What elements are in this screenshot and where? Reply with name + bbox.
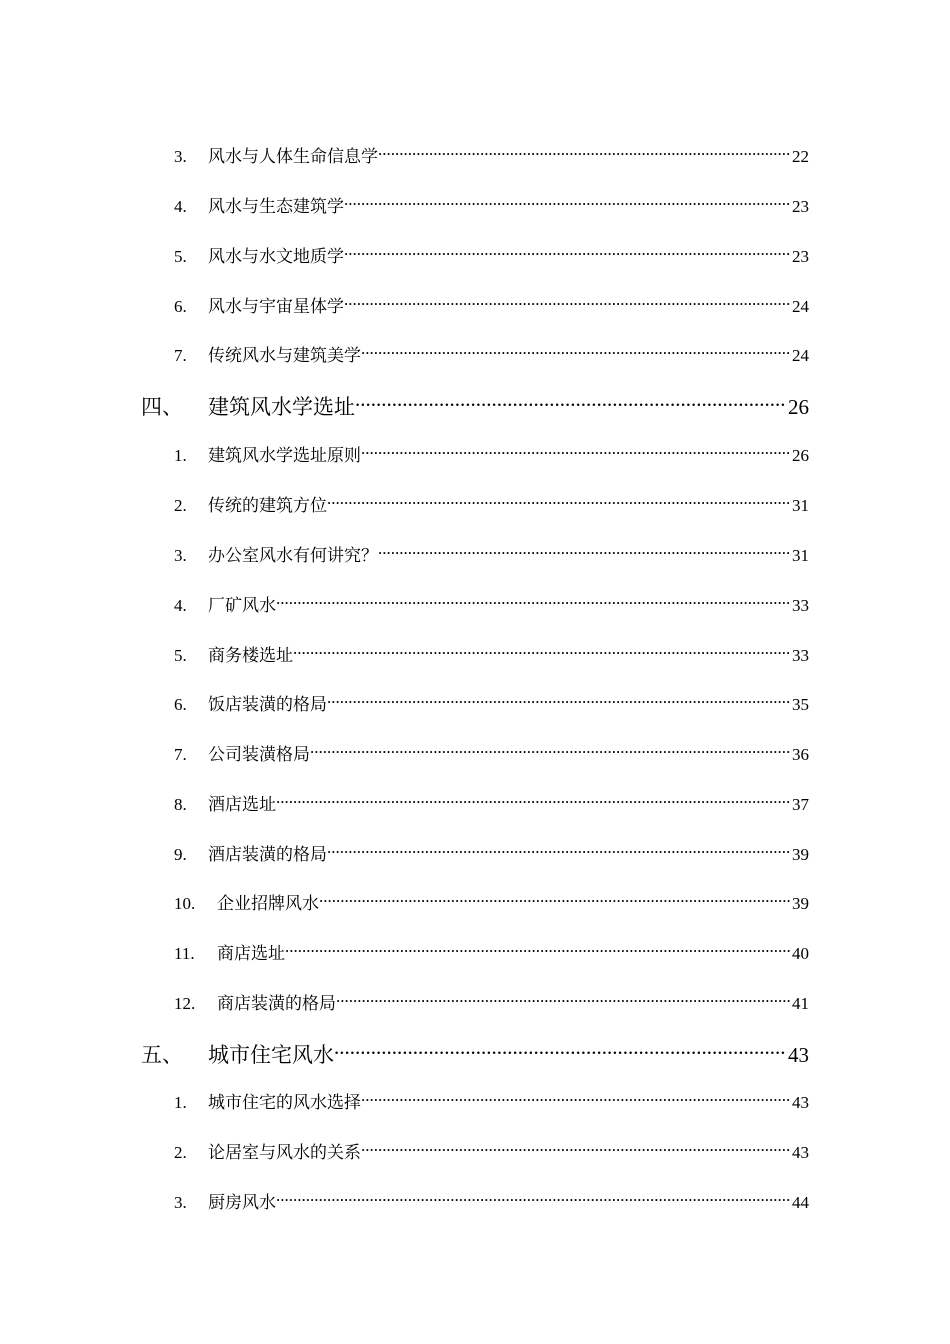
entry-page-number: 35 <box>792 695 809 714</box>
dot-leader <box>293 637 791 661</box>
entry-page-number: 37 <box>792 795 809 814</box>
entry-title: 商务楼选址 <box>208 646 293 666</box>
toc-entry[interactable] <box>174 138 809 167</box>
toc-entry[interactable] <box>174 288 809 317</box>
dot-leader <box>336 985 791 1009</box>
entry-number: 3. <box>174 546 187 565</box>
entry-title: 厨房风水 <box>208 1193 276 1213</box>
toc-entry[interactable] <box>174 885 809 914</box>
dot-leader <box>361 1134 791 1158</box>
toc-entry[interactable] <box>174 1084 809 1113</box>
dot-leader <box>327 487 791 511</box>
toc-entry[interactable] <box>174 337 809 366</box>
dot-leader <box>334 1032 787 1062</box>
toc-chapter-entry[interactable] <box>141 384 809 419</box>
entry-page-number: 39 <box>792 894 809 913</box>
toc-entry[interactable] <box>174 487 809 516</box>
entry-title: 论居室与风水的关系 <box>208 1143 361 1163</box>
toc-entry[interactable] <box>174 437 809 466</box>
entry-number: 8. <box>174 795 187 814</box>
dot-leader <box>276 1184 791 1208</box>
toc-entry[interactable] <box>174 637 809 666</box>
entry-title: 酒店选址 <box>208 795 276 815</box>
entry-page-number: 23 <box>792 247 809 266</box>
entry-page-number: 33 <box>792 646 809 665</box>
toc-entry[interactable] <box>174 985 809 1014</box>
toc-entry[interactable] <box>174 188 809 217</box>
dot-leader <box>310 736 791 760</box>
entry-number: 5. <box>174 646 187 665</box>
entry-number: 2. <box>174 496 187 515</box>
toc-entry[interactable] <box>174 537 809 566</box>
entry-title: 企业招牌风水 <box>217 894 319 914</box>
entry-title: 商店选址 <box>217 944 285 964</box>
entry-number: 3. <box>174 147 187 166</box>
entry-page-number: 31 <box>792 496 809 515</box>
dot-leader <box>276 587 791 611</box>
entry-page-number: 26 <box>792 446 809 465</box>
toc-entry[interactable] <box>174 736 809 765</box>
entry-page-number: 31 <box>792 546 809 565</box>
entry-number: 4. <box>174 596 187 615</box>
entry-title: 厂矿风水 <box>208 596 276 616</box>
toc-entry[interactable] <box>174 1184 809 1213</box>
entry-title: 酒店装潢的格局 <box>208 845 327 865</box>
entry-title: 风水与宇宙星体学 <box>208 297 344 317</box>
dot-leader <box>344 188 791 212</box>
toc-entry[interactable] <box>174 935 809 964</box>
entry-title: 风水与生态建筑学 <box>208 197 344 217</box>
toc-entry[interactable] <box>174 1134 809 1163</box>
entry-page-number: 40 <box>792 944 809 963</box>
toc-entry[interactable] <box>174 587 809 616</box>
dot-leader <box>285 935 791 959</box>
entry-title: 城市住宅的风水选择 <box>208 1093 361 1113</box>
dot-leader <box>361 1084 791 1108</box>
entry-page-number: 44 <box>792 1193 809 1212</box>
dot-leader <box>344 238 791 262</box>
chapter-number: 五、 <box>141 1043 183 1067</box>
entry-page-number: 22 <box>792 147 809 166</box>
entry-number: 5. <box>174 247 187 266</box>
entry-title: 风水与水文地质学 <box>208 247 344 267</box>
entry-page-number: 33 <box>792 596 809 615</box>
dot-leader <box>355 384 787 414</box>
entry-number: 1. <box>174 446 187 465</box>
toc-chapter-entry[interactable] <box>141 1032 809 1067</box>
entry-title: 风水与人体生命信息学 <box>208 147 378 167</box>
entry-title: 公司装潢格局 <box>208 745 310 765</box>
toc-entry[interactable] <box>174 686 809 715</box>
dot-leader <box>378 138 791 162</box>
chapter-title: 城市住宅风水 <box>208 1043 334 1067</box>
dot-leader <box>276 786 791 810</box>
entry-number: 2. <box>174 1143 187 1162</box>
entry-title: 办公室风水有何讲究？ <box>208 546 378 566</box>
entry-title: 饭店装潢的格局 <box>208 695 327 715</box>
entry-number: 12. <box>174 994 196 1013</box>
entry-number: 4. <box>174 197 187 216</box>
entry-number: 10. <box>174 894 196 913</box>
entry-page-number: 23 <box>792 197 809 216</box>
dot-leader <box>327 686 791 710</box>
entry-number: 7. <box>174 346 187 365</box>
chapter-number: 四、 <box>141 395 183 419</box>
chapter-page-number: 26 <box>788 395 809 419</box>
entry-page-number: 24 <box>792 297 809 316</box>
entry-page-number: 24 <box>792 346 809 365</box>
entry-page-number: 43 <box>792 1093 809 1112</box>
dot-leader <box>361 437 791 461</box>
entry-title: 传统的建筑方位 <box>208 496 327 516</box>
entry-number: 7. <box>174 745 187 764</box>
toc-entry[interactable] <box>174 238 809 267</box>
entry-page-number: 39 <box>792 845 809 864</box>
dot-leader <box>378 537 791 561</box>
entry-number: 1. <box>174 1093 187 1112</box>
dot-leader <box>344 288 791 312</box>
entry-title: 传统风水与建筑美学 <box>208 346 361 366</box>
dot-leader <box>319 885 791 909</box>
entry-title: 商店装潢的格局 <box>217 994 336 1014</box>
entry-page-number: 36 <box>792 745 809 764</box>
toc-entry[interactable] <box>174 836 809 865</box>
entry-page-number: 43 <box>792 1143 809 1162</box>
entry-page-number: 41 <box>792 994 809 1013</box>
chapter-title: 建筑风水学选址 <box>208 395 355 419</box>
entry-number: 6. <box>174 695 187 714</box>
entry-number: 9. <box>174 845 187 864</box>
dot-leader <box>327 836 791 860</box>
entry-number: 6. <box>174 297 187 316</box>
entry-title: 建筑风水学选址原则 <box>208 446 361 466</box>
toc-entry[interactable] <box>174 786 809 815</box>
chapter-page-number: 43 <box>788 1043 809 1067</box>
entry-number: 11. <box>174 944 195 963</box>
entry-number: 3. <box>174 1193 187 1212</box>
dot-leader <box>361 337 791 361</box>
